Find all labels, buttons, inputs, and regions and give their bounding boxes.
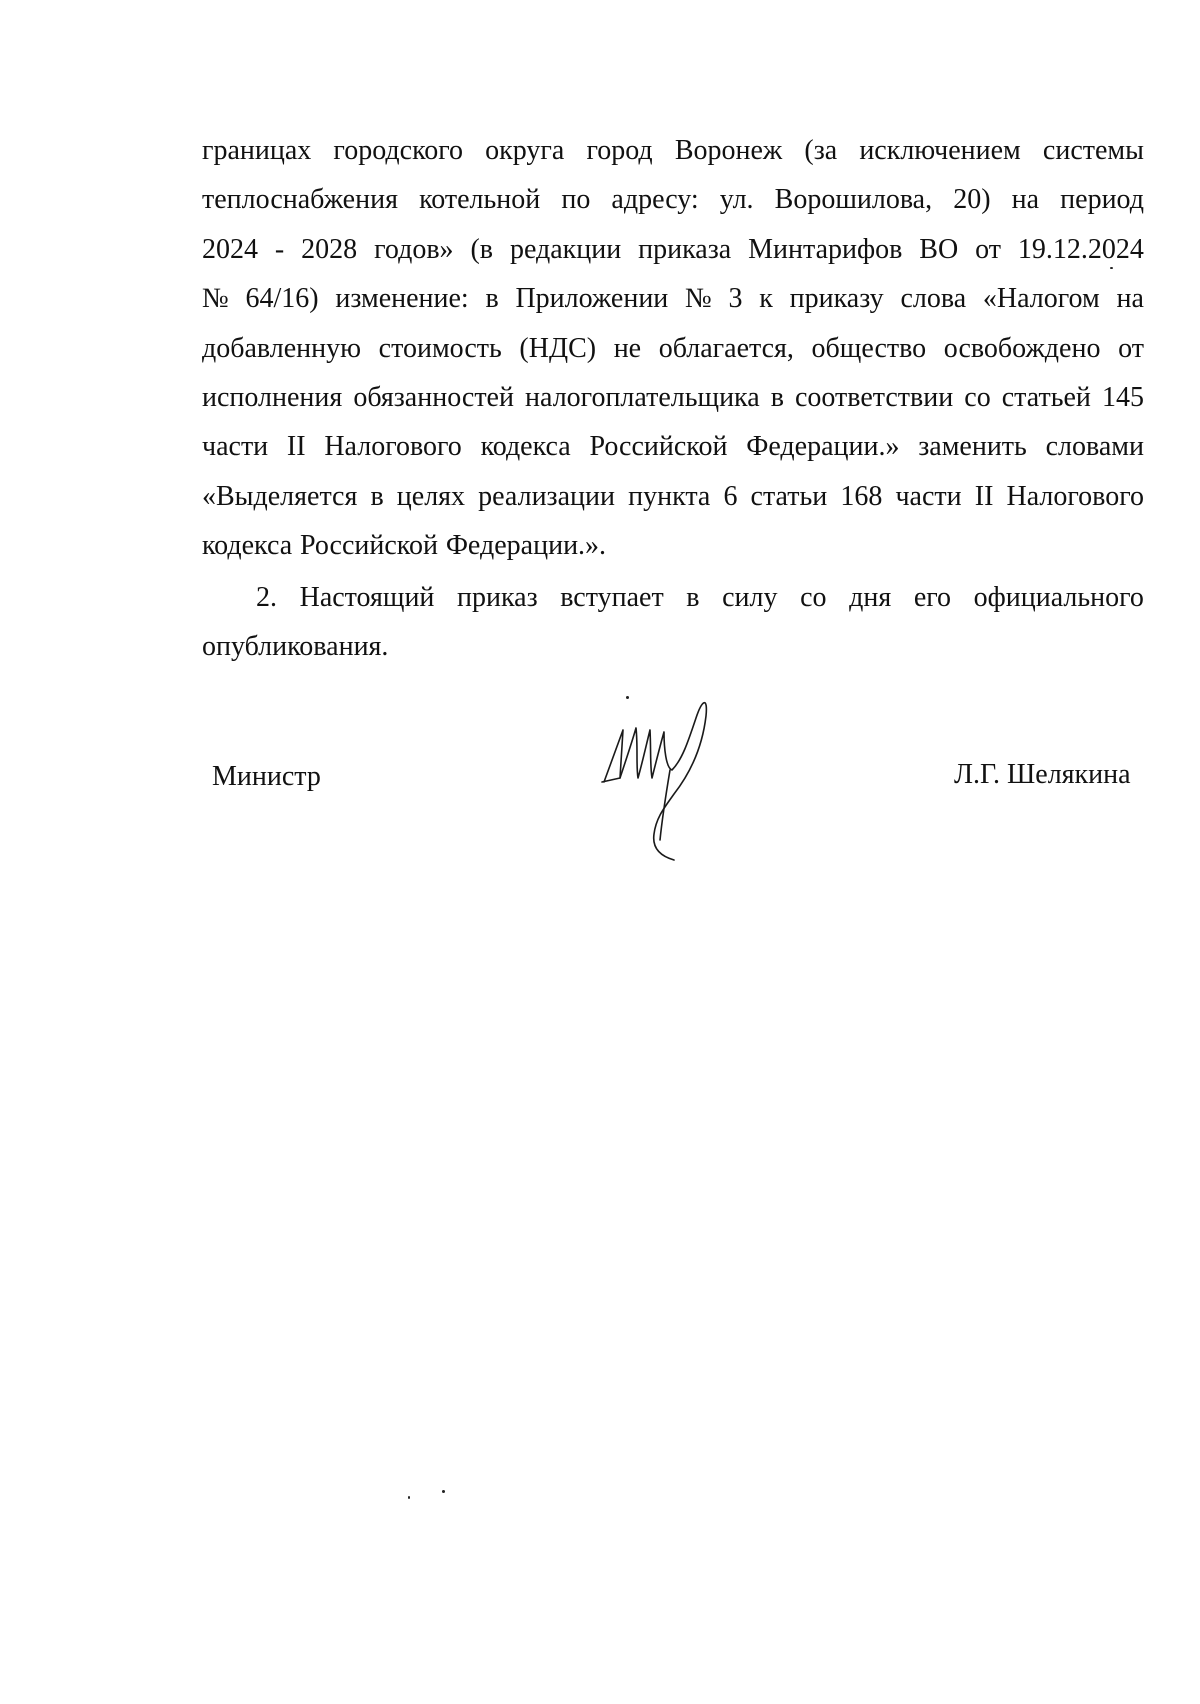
scan-speck: [626, 696, 629, 699]
word: обязанностей: [353, 381, 514, 413]
word: II: [286, 431, 306, 463]
word: 145: [1101, 381, 1144, 413]
word: вступает: [560, 581, 664, 613]
word: опубликования.: [202, 630, 389, 662]
word: облагается,: [658, 332, 794, 364]
word: (за: [804, 135, 838, 166]
word: его: [913, 581, 952, 613]
word: статьи: [750, 480, 828, 512]
word: 2024: [202, 233, 258, 265]
word: №: [685, 283, 712, 315]
word: ул.: [719, 184, 754, 216]
word: котельной: [419, 184, 541, 216]
word: соответствии: [795, 381, 954, 413]
word: силу: [722, 581, 778, 613]
word: Российской: [589, 431, 728, 463]
signatory-role: Министр: [212, 761, 321, 792]
word: «Выделяется: [202, 480, 358, 512]
text-line: [202, 521, 1144, 570]
scan-speck: [408, 1496, 410, 1499]
word: статьей: [1001, 381, 1091, 413]
scan-speck: [442, 1490, 445, 1493]
word: приказа: [638, 233, 732, 265]
word: слова: [900, 283, 967, 315]
word: изменение:: [335, 283, 469, 315]
word: ВО: [919, 233, 959, 265]
text-line: [202, 472, 1144, 521]
word: (НДС): [519, 332, 597, 364]
word: теплоснабжения: [202, 184, 398, 216]
text-line: [202, 225, 1144, 274]
word: от: [1118, 332, 1144, 364]
word: исключением: [859, 135, 1021, 166]
word: в: [686, 581, 700, 613]
signatory-name: Л.Г. Шелякина: [954, 759, 1131, 790]
word: дня: [849, 581, 892, 613]
word: кодекса: [202, 530, 293, 562]
word: словами: [1045, 431, 1144, 463]
scan-speck: [1110, 267, 1113, 269]
text-line: [202, 324, 1144, 373]
word: 2028: [301, 233, 358, 265]
word: в: [370, 480, 384, 512]
word: заменить: [918, 431, 1027, 463]
word: Настоящий: [299, 581, 435, 613]
word: город: [586, 135, 653, 166]
word: по: [561, 184, 591, 216]
word: Воронеж: [674, 135, 783, 166]
word: «Налогом: [982, 283, 1100, 315]
word: системы: [1042, 135, 1144, 166]
word: стоимость: [378, 332, 502, 364]
text-line: [202, 373, 1144, 422]
word: пункта: [628, 480, 711, 512]
word: исполнения: [202, 381, 343, 413]
word: годов»: [374, 233, 454, 265]
word: кодекса: [480, 431, 571, 463]
word: Приложении: [515, 283, 669, 315]
word: на: [1116, 283, 1144, 315]
word: части: [895, 480, 962, 512]
word: Федерации.».: [445, 530, 607, 562]
word: добавленную: [202, 332, 362, 364]
text-line: [202, 126, 1144, 175]
word: не: [613, 332, 642, 364]
word: округа: [485, 135, 565, 166]
word: налогоплательщика: [525, 381, 760, 413]
word: 6: [723, 480, 738, 512]
word: освобождено: [943, 332, 1101, 364]
word: к: [759, 283, 773, 315]
word: части: [202, 431, 269, 463]
word: II: [974, 480, 994, 512]
word: приказ: [457, 581, 538, 613]
word: (в: [470, 233, 494, 265]
word: 3: [728, 283, 743, 315]
word: официального: [973, 581, 1144, 613]
word: целях: [396, 480, 466, 512]
word: общество: [811, 332, 927, 364]
word: Налогового: [324, 431, 462, 463]
word: Российской: [299, 530, 438, 562]
word: Минтарифов: [748, 233, 903, 265]
word: №: [202, 283, 229, 315]
word: от: [975, 233, 1001, 265]
text-line: [202, 175, 1144, 224]
text-line: [202, 622, 1144, 671]
word: адресу:: [611, 184, 699, 216]
word: со: [964, 381, 991, 413]
paragraph-1: [202, 126, 1144, 571]
word: в: [485, 283, 499, 315]
word: период: [1060, 184, 1144, 216]
word: 64/16): [245, 283, 319, 315]
word: редакции: [509, 233, 622, 265]
text-line: [202, 274, 1144, 323]
word: Ворошилова,: [774, 184, 933, 216]
word: -: [274, 233, 285, 265]
handwritten-signature: [592, 690, 732, 866]
text-line: [202, 573, 1144, 622]
word: 2.: [256, 581, 277, 613]
word: 19.12.2024: [1017, 233, 1144, 265]
word: на: [1011, 184, 1040, 216]
word: 168: [840, 480, 883, 512]
document-body: [202, 126, 1144, 671]
word: Налогового: [1006, 480, 1144, 512]
word: городского: [333, 135, 464, 166]
paragraph-2: [202, 573, 1144, 672]
word: приказу: [789, 283, 884, 315]
word: 20): [953, 184, 991, 216]
text-line: [202, 422, 1144, 471]
word: Федерации.»: [746, 431, 900, 463]
word: со: [800, 581, 827, 613]
word: реализации: [478, 480, 615, 512]
word: в: [770, 381, 784, 413]
word: границах: [202, 135, 312, 166]
